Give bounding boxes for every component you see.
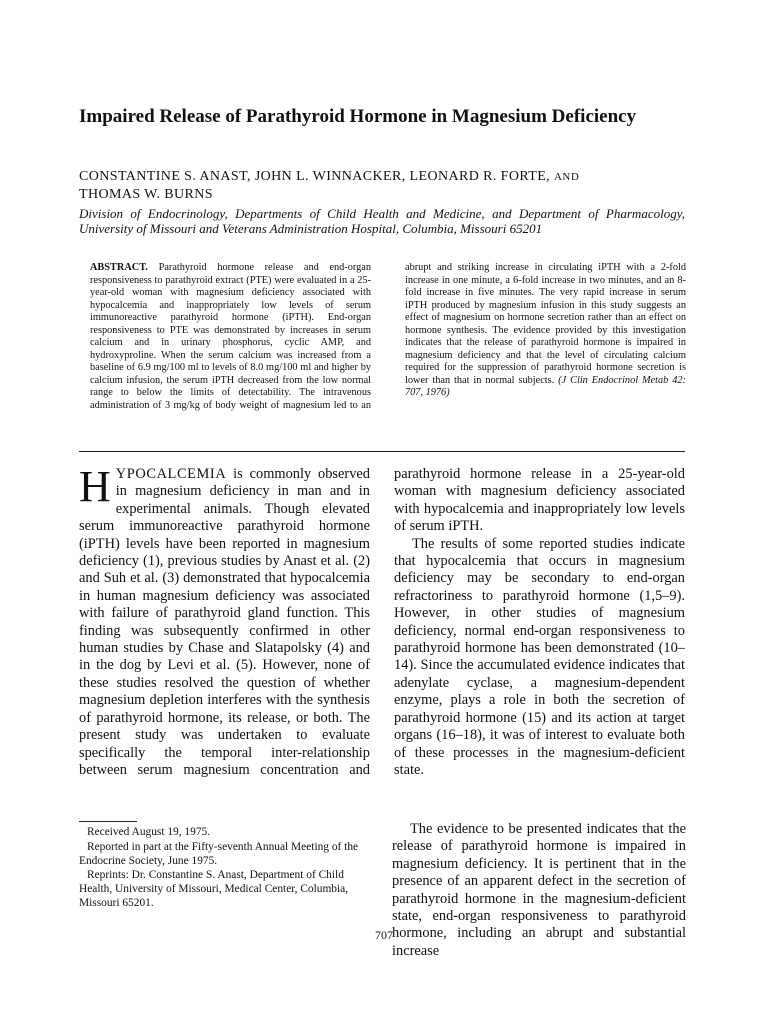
author-list (79, 168, 699, 203)
footnotes (79, 826, 371, 912)
authors-line-1: CONSTANTINE S. ANAST, JOHN L. WINNACKER, LEONARD R. FORTE, (79, 169, 551, 184)
authors-line-2: THOMAS W. BURNS (79, 187, 213, 202)
paragraph-1-text: is commonly observed in magnesium deficiency in man and in experimental animals. Though elevated serum immunoreactive parathyroid hormone (iPTH) levels have been reported in magnesium deficiency (1), previous studies by Anast et al. (2) and Suh et al. (3) demonstrated that hypocalcemia in human magnesium deficiency was associated with failure of parathyroid gland function. This finding was subsequently confirmed in other human studies by Chase and Slatapolsky (4) and in the dog by Levi et al. (5). However, none of these studies resolved the question of whether magnesium depletion interferes with the synthesis of parathyroid hormone, its release, or both. The present study was undertaken to evaluate specifically the temporal inter-relationship between serum magnesium concentration and parathyroid hormone release in a 25-year-old woman with magnesium deficiency associated with hypocalcemia and inappropriately low levels of serum iPTH. (79, 466, 685, 778)
page-number: 707 (375, 928, 393, 942)
abstract (90, 262, 686, 412)
body-paragraph-2: The results of some reported studies indicate that hypocalcemia that occurs in magnesium deficiency may be secondary to end-organ refractoriness to parathyroid hormone (1,5–9). However, in other studies of magnesium deficiency, normal end-organ responsiveness to parathyroid hormone has been demonstrated (10–14). Since the accumulated evidence indicates that adenylate cyclase, a magnesium-dependent enzyme, plays a role in both the secretion of parathyroid hormone (15) and its action at target organs (16–18), it was of interest to evaluate both of these processes in the magnesium-deficient state. (394, 535, 685, 778)
drop-cap: H (79, 462, 111, 511)
authors-and: AND (553, 171, 580, 183)
footnote-received: Received August 19, 1975. (87, 826, 211, 838)
lead-word: YPOCALCEMIA (115, 466, 227, 482)
footnote-reported: Reported in part at the Fifty-seventh Annual Meeting of the Endocrine Society, June 1975. (79, 840, 359, 867)
abstract-label: ABSTRACT. (90, 262, 148, 273)
abstract-citation: (J Clin Endocrinol Metab 42: 707, 1976) (405, 374, 686, 398)
footnote-rule (79, 821, 137, 822)
article-title: Impaired Release of Parathyroid Hormone in Magnesium Deficiency (79, 106, 637, 127)
article-body-columns (79, 462, 685, 821)
body-paragraph-3: The evidence to be presented indicates that the release of parathyroid hormone is impaired in magnesium deficiency. It is pertinent that in the presence of an apparent defect in the secretion of parathyroid hormone in the magnesium-deficient state, end-organ responsiveness to parathyroid hormone, including an abrupt and substantial increase (392, 821, 686, 959)
affiliation: Division of Endocrinology, Departments of Child Health and Medicine, and Department of Pharmacology, University of Missouri and Veterans Administration Hospital, Columbia, Missouri 65201 (79, 206, 685, 236)
abstract-text: Parathyroid hormone release and end-organ responsiveness to parathyroid extract (PTE) were evaluated in a 25-year-old woman with magnesium deficiency associated with hypocalcemia and inappropriately low levels of serum immunoreactive parathyroid hormone (iPTH). End-organ responsiveness to PTE was demonstrated by increases in serum calcium and in urinary phosphorus, cyclic AMP, and hydroxyproline. When the serum calcium was increased from a baseline of 6.9 mg/100 ml to levels of 8.0 mg/100 ml and higher by calcium infusion, the serum iPTH decreased from the low normal range to below the limits of detectability. The intravenous administration of 3 mg/kg of body weight of magnesium led to an abrupt and striking increase in circulating iPTH with a 2-fold increase in one minute, a 6-fold increase in two minutes, and an 8-fold increase in five minutes. The very rapid increase in serum iPTH produced by magnesium infusion in this study suggests an effect of magnesium on hormone secretion rather than an effect on hormone synthesis. The evidence provided by this investigation indicates that the release of parathyroid hormone is impaired in magnesium deficiency and that the level of circulating calcium required for the suppression of parathyroid hormone secretion is lower than that in normal subjects. (90, 262, 686, 411)
footnote-reprints: Reprints: Dr. Constantine S. Anast, Department of Child Health, University of Missouri, Medical Center, Columbia, Missouri 65201. (79, 869, 349, 909)
section-divider (79, 451, 685, 452)
